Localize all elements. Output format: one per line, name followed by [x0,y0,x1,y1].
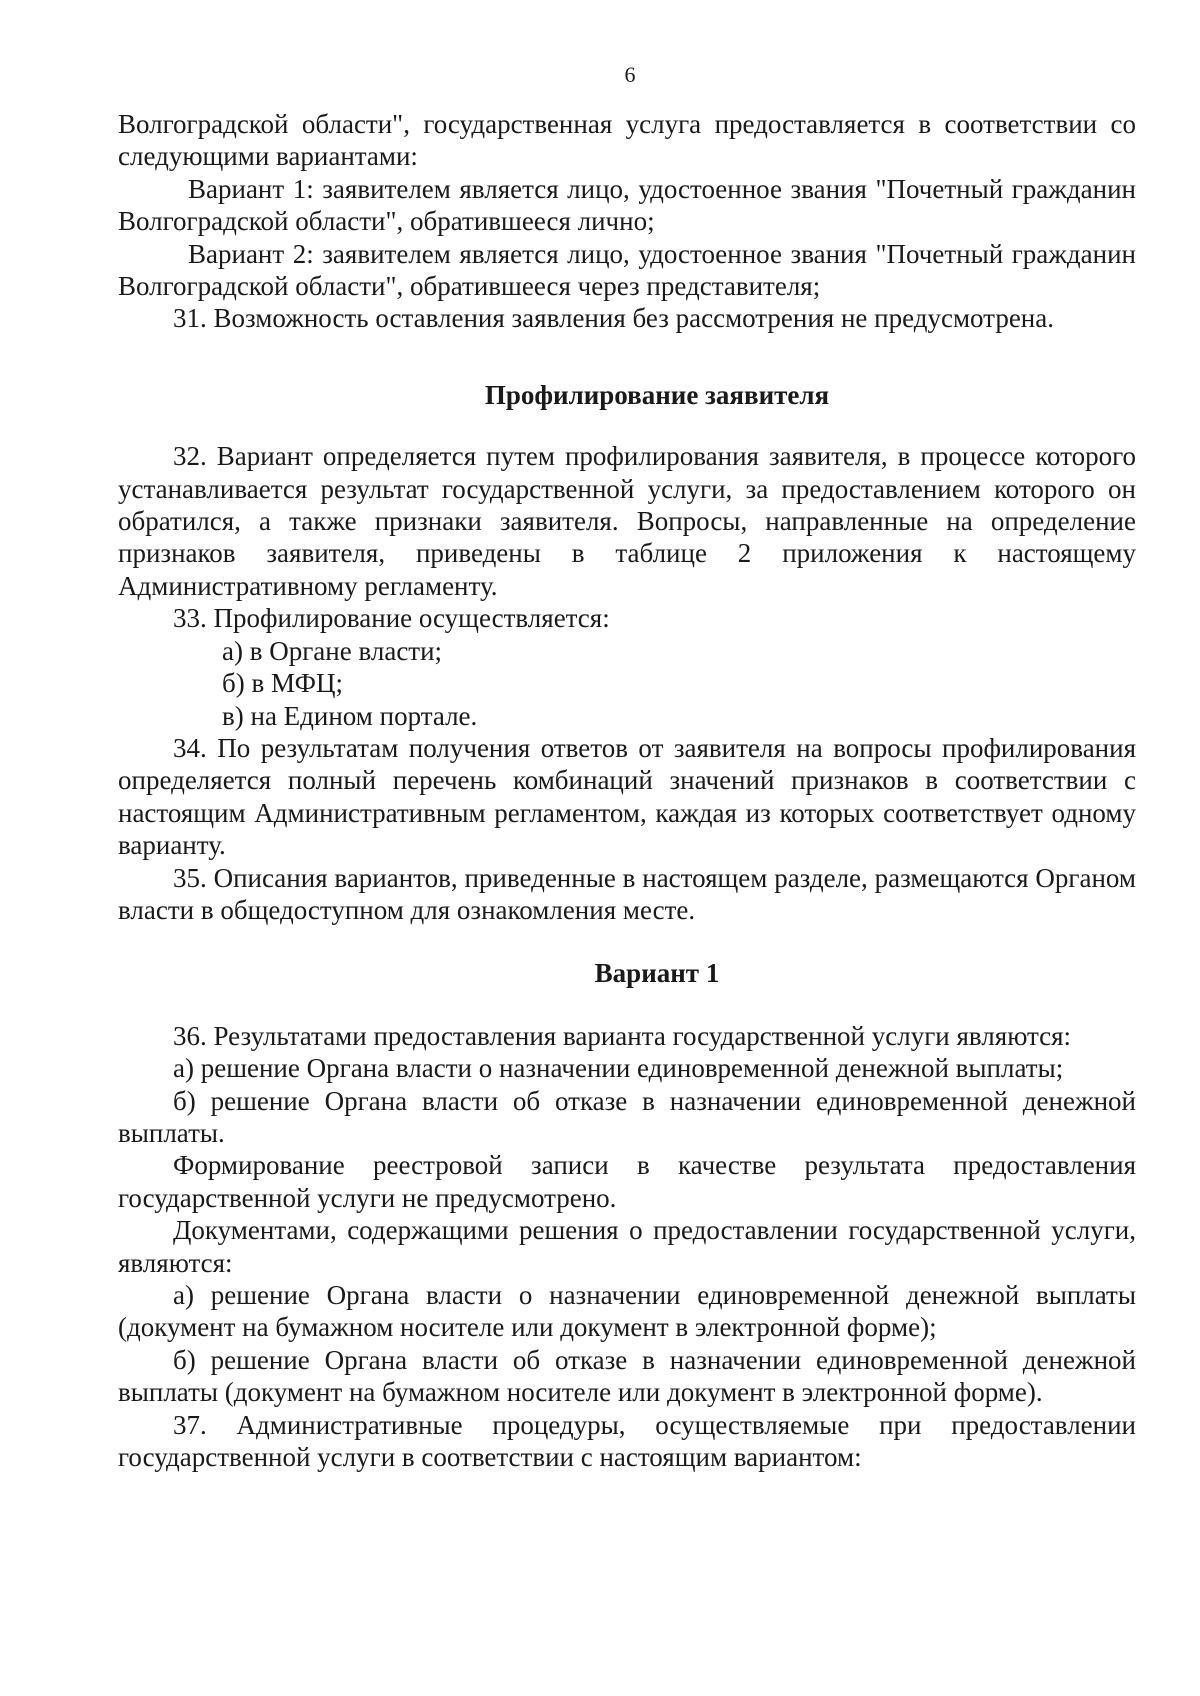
paragraph-37: 37. Административные процедуры, осуществляемые при предоставлении государственной услуги в соответствии с настоящим вариантом: [118,1409,1136,1473]
paragraph-34: 34. По результатам получения ответов от заявителя на вопросы профилирования определяется полный перечень комбинаций значений признаков в соответствии с настоящим Административным регламентом, каждая из которых соответствует одному варианту. [118,732,1136,861]
paragraph-36-b: б) решение Органа власти об отказе в назначении единовременной денежной выплаты. [118,1085,1136,1148]
paragraph-33: 33. Профилирование осуществляется: [173,603,610,634]
paragraph-36-a: а) решение Органа власти о назначении единовременной денежной выплаты; [173,1053,1064,1084]
paragraph-35: 35. Описания вариантов, приведенные в настоящем разделе, размещаются Органом власти в общедоступном для ознакомления месте. [118,862,1136,925]
paragraph-32: 32. Вариант определяется путем профилирования заявителя, в процессе которого устанавливается результат государственной услуги, за предоставлением которого он обратился, а также признаки заявителя. Вопросы, направленные на определение признаков заявителя, приведены в таблице 2 приложения к настоящему Административному регламенту. [118,441,1136,601]
list-item: б) в МФЦ; [222,668,343,699]
paragraph-continuation: Волгоградской области", государственная услуга предоставляется в соответствии со следующими вариантами: [118,109,1136,172]
paragraph-variant-1-desc: Вариант 1: заявителем является лицо, удостоенное звания "Почетный гражданин Волгоградской области", обратившееся лично; [118,173,1136,237]
paragraph-registry: Формирование реестровой записи в качестве результата предоставления государственной услуги не предусмотрено. [118,1150,1136,1213]
list-item: а) в Органе власти; [222,635,443,666]
paragraph-documents: Документами, содержащими решения о предоставлении государственной услуги, являются: [118,1215,1136,1278]
paragraph-31: 31. Возможность оставления заявления без рассмотрения не предусмотрена. [173,303,1054,334]
section-heading-profiling: Профилирование заявителя [484,379,830,410]
list-item: в) на Едином портале. [222,700,478,731]
page-number: 6 [624,62,636,87]
paragraph-documents-b: б) решение Органа власти об отказе в назначении единовременной денежной выплаты (документ на бумажном носителе или документ в электронной форме). [118,1344,1136,1408]
section-heading-variant-1: Вариант 1 [594,958,720,989]
paragraph-36: 36. Результатами предоставления варианта государственной услуги являются: [173,1020,1072,1051]
document-body [118,108,1136,1473]
paragraph-documents-a: а) решение Органа власти о назначении единовременной денежной выплаты (документ на бумажном носителе или документ в электронной форме); [118,1280,1136,1343]
paragraph-variant-2-desc: Вариант 2: заявителем является лицо, удостоенное звания "Почетный гражданин Волгоградской области", обратившееся через представителя; [118,238,1136,302]
